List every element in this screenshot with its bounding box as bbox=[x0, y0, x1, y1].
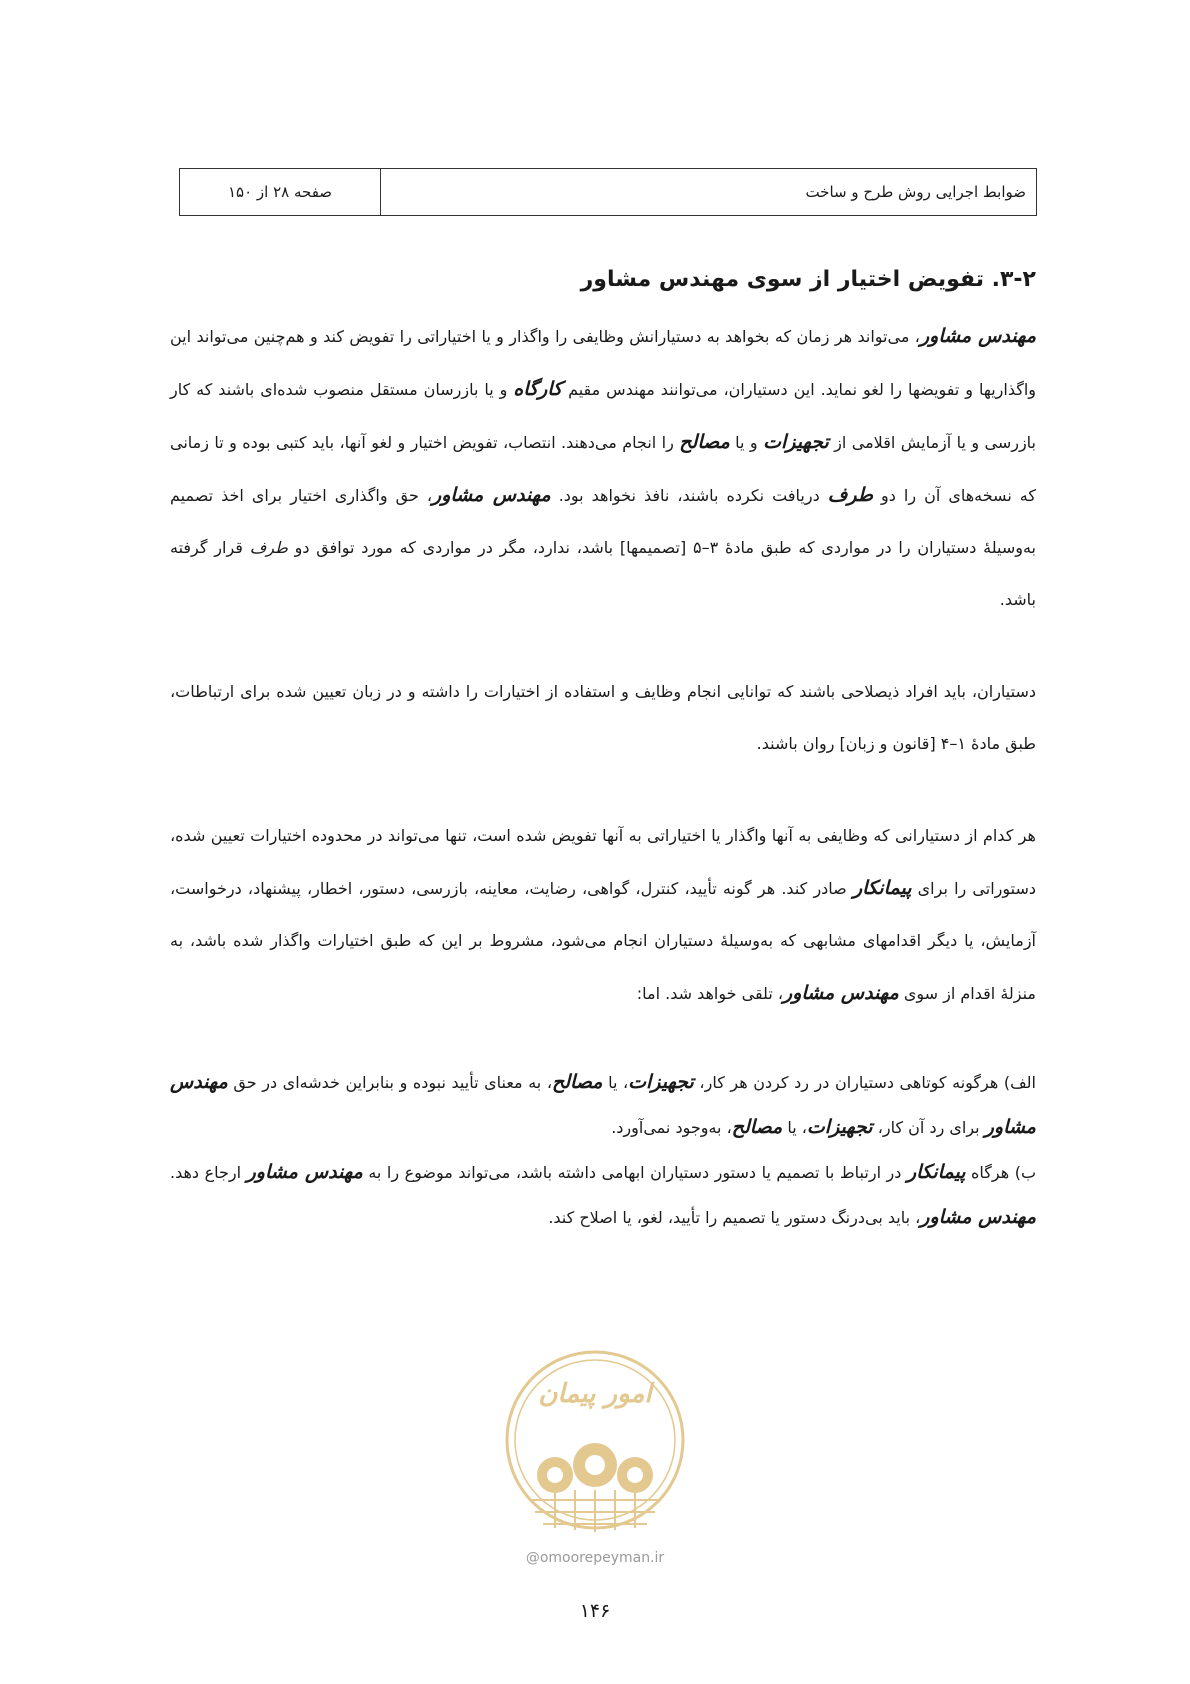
text-span: هر کدام از دستیارانی که وظایفی به آنها واگذار یا اختیاراتی به آنها تفویض شده است، تنها می‌تواند در محدوده اختیارات تعیین شده، دستوراتی را برای bbox=[170, 826, 1037, 898]
text-span: قرار گرفته باشد. bbox=[170, 538, 1036, 609]
paragraph-1 bbox=[170, 310, 1036, 626]
term-party: طرف bbox=[827, 484, 874, 506]
paragraph-3 bbox=[170, 810, 1036, 1020]
page-header-table bbox=[179, 168, 1037, 216]
term-contractor: پیمانکار bbox=[852, 877, 912, 899]
term-equipment: تجهیزات bbox=[628, 1071, 694, 1093]
term-consulting-engineer: مهندس مشاور bbox=[919, 325, 1036, 347]
paragraph-2: دستیاران، باید افراد ذیصلاحی باشند که توانایی انجام وظایف و استفاده از اختیارات را داشته و در زبان تعیین شده برای ارتباطات، طبق مادهٔ ۱–۴ [قانون و زبان] روان باشند. bbox=[170, 682, 1036, 753]
emblem-title: امور پیمان bbox=[538, 1379, 652, 1409]
text-span: و یا بازرسان مستقل منصوب شده‌ای باشند که کار بازرسی و یا آزمایش اقلامی از bbox=[170, 380, 1037, 452]
text-span: ، می‌تواند هر زمان که بخواهد به دستیارانش وظایفی را واگذار و یا اختیاراتی را تفویض کند و هم‌چنین می‌تواند این واگذاریها و تفویضها را لغو نماید. این دستیاران، می‌توانند مهندس مقیم bbox=[170, 327, 1036, 399]
document-title: ضوابط اجرایی روش طرح و ساخت bbox=[380, 169, 1036, 215]
term-consulting-engineer: مهندس مشاور bbox=[170, 1071, 1036, 1138]
text-span: ب) هرگاه bbox=[965, 1163, 1037, 1182]
term-workshop: کارگاه bbox=[513, 378, 563, 400]
section-heading: ۳-۲. تفویض اختیار از سوی مهندس مشاور bbox=[580, 267, 1036, 292]
term-consulting-engineer: مهندس مشاور bbox=[246, 1161, 363, 1183]
text-span: الف) هرگونه کوتاهی دستیاران در رد کردن هر کار، bbox=[693, 1073, 1037, 1092]
main-content bbox=[170, 262, 1036, 1240]
page-label: صفحه ۲۸ از ۱۵۰ bbox=[227, 183, 333, 201]
term-consulting-engineer: مهندس مشاور bbox=[432, 484, 551, 506]
text-span: برای رد آن کار، bbox=[872, 1118, 985, 1137]
term-materials: مصالح bbox=[731, 1116, 783, 1138]
watermark-emblem bbox=[485, 1340, 705, 1580]
term-materials: مصالح bbox=[679, 431, 730, 453]
text-span: دریافت نکرده باشند، نافذ نخواهد بود. bbox=[550, 486, 828, 505]
term-party-italic: طرف bbox=[249, 538, 288, 557]
text-span: در ارتباط با تصمیم یا دستور دستیاران ابهامی داشته باشد، می‌تواند موضوع را به bbox=[362, 1163, 907, 1182]
text-span: ، به معنای تأیید نبوده و بنابراین خدشه‌ای در حق bbox=[227, 1073, 552, 1092]
page-number: ۱۴۶ bbox=[579, 1600, 611, 1622]
term-materials: مصالح bbox=[551, 1071, 603, 1093]
paragraph-item-b bbox=[170, 1150, 1036, 1240]
emblem-website: @omoorepeyman.ir bbox=[525, 1550, 665, 1566]
term-consulting-engineer: مهندس مشاور bbox=[920, 1206, 1036, 1228]
text-span: صادر کند. هر گونه تأیید، کنترل، گواهی، رضایت، معاینه، بازرسی، دستور، اخطار، پیشنهاد، درخواست، آزمایش، یا دیگر اقدامهای مشابهی که به‌وسیلهٔ دستیاران انجام می‌شود، مشروط بر این که طبق اختیارات واگذار شده باشد، به منزلهٔ اقدام از سوی bbox=[170, 879, 1036, 1003]
text-span: ، باید بی‌درنگ دستور یا تصمیم را تأیید، لغو، یا اصلاح کند. bbox=[548, 1208, 921, 1227]
paragraph-item-a bbox=[170, 1060, 1036, 1150]
text-span: را انجام می‌دهند. انتصاب، تفویض اختیار و لغو آنها، باید کتبی بوده و تا زمانی که نسخه‌های آن را دو bbox=[170, 433, 1036, 505]
term-consulting-engineer: مهندس مشاور bbox=[783, 982, 899, 1004]
text-span: ، یا bbox=[782, 1118, 807, 1137]
text-span: ، به‌وجود نمی‌آورد. bbox=[611, 1118, 732, 1137]
term-equipment: تجهیزات bbox=[763, 431, 829, 453]
text-span: ، یا bbox=[602, 1073, 629, 1092]
term-contractor: پیمانکار bbox=[906, 1161, 966, 1183]
text-span: و یا bbox=[729, 433, 764, 452]
term-equipment: تجهیزات bbox=[806, 1116, 873, 1138]
text-span: ، تلقی خواهد شد. اما: bbox=[636, 984, 784, 1003]
emblem-logo-icon bbox=[485, 1340, 705, 1580]
text-span: ارجاع دهد. bbox=[170, 1163, 247, 1182]
text-span: ، حق واگذاری اختیار برای اخذ تصمیم به‌وسیلهٔ دستیاران را در مواردی که طبق مادهٔ ۳–۵ [تصمیمها] باشد، ندارد، مگر در مواردی که مورد توافق دو bbox=[170, 486, 1037, 557]
